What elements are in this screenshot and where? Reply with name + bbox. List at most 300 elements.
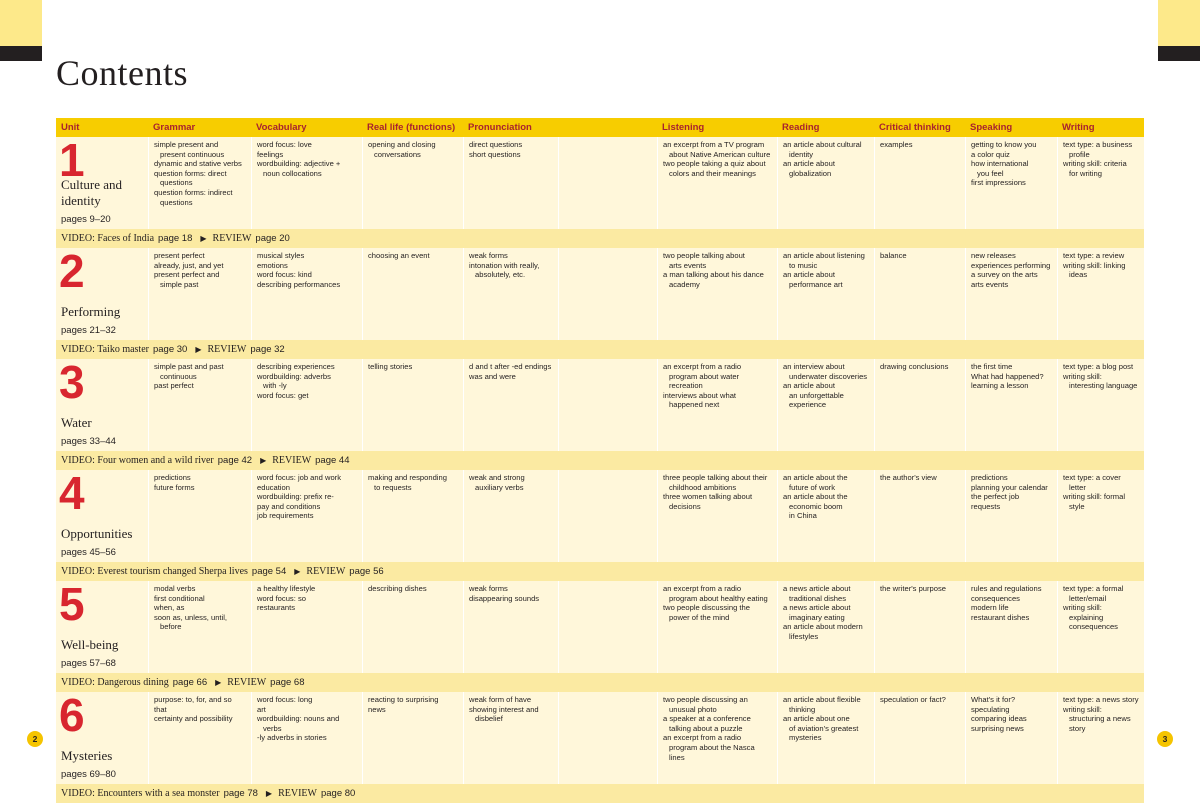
cell-line: an article about: [783, 159, 835, 169]
cell-line: an excerpt from a radio: [663, 584, 742, 593]
cell-line: two people taking a quiz about: [663, 159, 766, 169]
unit-pages: pages 45–56: [61, 547, 116, 559]
pronunciation-cell: [463, 248, 558, 340]
cell-line: present perfect and: [154, 270, 220, 280]
unit-number: 3: [59, 359, 85, 408]
video-title: VIDEO: Encounters with a sea monster: [61, 788, 220, 799]
cell-line: arts events: [971, 279, 1009, 289]
grammar-cell: [148, 581, 251, 673]
cell-line: style: [1069, 501, 1085, 511]
unit-title: Mysteries: [61, 748, 113, 763]
cell-line: describing performances: [257, 279, 341, 289]
cell-line: new releases: [971, 251, 1016, 260]
cell-line: speculation or fact?: [880, 695, 946, 704]
cell-line: in China: [789, 511, 817, 521]
cell-line: colors and their meanings: [669, 168, 756, 178]
cell-line: program about water: [669, 371, 740, 381]
video-title: VIDEO: Dangerous dining: [61, 677, 169, 688]
cell-line: questions: [160, 197, 193, 207]
speaking-cell: [965, 692, 1057, 784]
critical-thinking-cell: [874, 248, 965, 340]
cell-line: comparing ideas: [971, 714, 1027, 724]
cell-line: a color quiz: [971, 149, 1010, 159]
review-page: page 80: [320, 788, 356, 799]
cell-line: getting to know you: [971, 140, 1037, 149]
writing-cell: [1057, 137, 1144, 229]
cell-line: requests: [971, 501, 1001, 511]
listening-cell: [657, 470, 777, 562]
header-critical-thinking: Critical thinking: [879, 122, 951, 133]
reading-cell: [777, 359, 874, 451]
cell-line: a man talking about his dance: [663, 270, 764, 280]
cell-line: wordbuilding: nouns and: [257, 714, 340, 724]
cell-line: word focus: get: [257, 390, 309, 400]
real-life-cell: [362, 359, 463, 451]
unit-row: [56, 470, 1144, 562]
cell-line: word focus: love: [257, 140, 312, 149]
cell-line: simple past and past: [154, 362, 224, 371]
listening-cell: [657, 137, 777, 229]
cell-line: two people discussing the: [663, 603, 750, 613]
unit-cell: [56, 470, 148, 562]
cell-line: predictions: [154, 473, 191, 482]
vocabulary-cell: [251, 137, 362, 229]
cell-line: restaurants: [257, 603, 295, 613]
cell-line: underwater discoveries: [789, 371, 868, 381]
writing-cell: [1057, 692, 1144, 784]
cell-line: a speaker at a conference: [663, 714, 751, 724]
reading-cell: [777, 692, 874, 784]
speaking-cell: [965, 581, 1057, 673]
cell-line: power of the mind: [669, 612, 730, 622]
unit-pages: pages 21–32: [61, 325, 116, 337]
cell-line: showing interest and: [469, 704, 539, 714]
cell-line: an article about flexible: [783, 695, 861, 704]
header-writing: Writing: [1062, 122, 1095, 133]
cell-line: identity: [789, 149, 814, 159]
review-page: page 44: [315, 455, 350, 466]
cell-line: text type: a news story: [1063, 695, 1139, 704]
cell-line: letter/email: [1069, 593, 1107, 603]
unit-row: [56, 359, 1144, 451]
cell-line: an interview about: [783, 362, 845, 371]
cell-line: writing skill: formal: [1063, 492, 1126, 502]
unit-pages: pages 33–44: [61, 436, 116, 448]
speaking-cell: [965, 470, 1057, 562]
header-real-life: Real life (functions): [367, 122, 456, 133]
video-page: page 42: [217, 455, 253, 466]
real-life-cell: [362, 470, 463, 562]
cell-line: job requirements: [257, 511, 314, 521]
cell-line: past perfect: [154, 381, 194, 391]
cell-line: experiences performing: [971, 260, 1051, 270]
cell-line: an article about cultural: [783, 140, 862, 149]
cell-line: interesting language: [1069, 381, 1138, 391]
left-corner-tab: [0, 0, 42, 46]
cell-line: two people talking about: [663, 251, 745, 260]
video-review-row: [56, 229, 1144, 248]
cell-line: the first time: [971, 362, 1013, 371]
cell-line: an article about: [783, 270, 835, 280]
cell-line: conversations: [374, 149, 421, 159]
cell-line: intonation with really,: [469, 260, 540, 270]
cell-line: three women talking about: [663, 492, 753, 502]
cell-line: recreation: [669, 381, 703, 391]
left-corner-bar: [0, 46, 42, 61]
cell-line: making and responding: [368, 473, 447, 482]
cell-line: What had happened?: [971, 371, 1044, 381]
grammar-cell: [148, 692, 251, 784]
cell-line: happened next: [669, 400, 720, 410]
cell-line: to requests: [374, 482, 412, 492]
cell-line: consequences: [971, 593, 1020, 603]
cell-line: future of work: [789, 482, 836, 492]
cell-line: consequences: [1069, 622, 1118, 632]
video-title: VIDEO: Faces of India: [61, 233, 155, 244]
vocabulary-cell: [251, 692, 362, 784]
cell-line: examples: [880, 140, 913, 149]
cell-line: restaurant dishes: [971, 612, 1030, 622]
blank-cell: [558, 470, 657, 562]
right-corner-tab: [1158, 0, 1200, 46]
cell-line: text type: a review: [1063, 251, 1125, 260]
speaking-cell: [965, 248, 1057, 340]
grammar-cell: [148, 137, 251, 229]
cell-line: an article about modern: [783, 622, 863, 632]
speaking-cell: [965, 137, 1057, 229]
cell-line: describing experiences: [257, 362, 335, 371]
units-list: [56, 137, 1144, 803]
cell-line: academy: [669, 279, 700, 289]
header-pronunciation: Pronunciation: [468, 122, 532, 133]
video-review-row: [56, 673, 1144, 692]
cell-line: writing skill: linking: [1063, 260, 1126, 270]
cell-line: disbelief: [475, 714, 503, 724]
reading-cell: [777, 581, 874, 673]
review-page: page 32: [250, 344, 285, 355]
real-life-cell: [362, 692, 463, 784]
cell-line: verbs: [263, 723, 282, 733]
cell-line: drawing conclusions: [880, 362, 949, 371]
cell-line: simple present and: [154, 140, 219, 149]
right-corner-bar: [1158, 46, 1200, 61]
cell-line: disappearing sounds: [469, 593, 540, 603]
cell-line: economic boom: [789, 501, 843, 511]
unit-cell: [56, 359, 148, 451]
video-review-row: [56, 562, 1144, 581]
vocabulary-cell: [251, 581, 362, 673]
cell-line: text type: a cover: [1063, 473, 1121, 482]
unit-row: [56, 137, 1144, 229]
cell-line: ideas: [1069, 270, 1088, 280]
header-grammar: Grammar: [153, 122, 196, 133]
cell-line: What's it for?: [971, 695, 1016, 704]
cell-line: present perfect: [154, 251, 205, 260]
vocabulary-cell: [251, 470, 362, 562]
unit-row: [56, 581, 1144, 673]
cell-line: direct questions: [469, 140, 523, 149]
video-review-row: [56, 340, 1144, 359]
cell-line: an article about: [783, 381, 835, 391]
review-page: page 56: [349, 566, 384, 577]
review-label: REVIEW: [272, 455, 312, 466]
cell-line: letter: [1069, 482, 1086, 492]
unit-number: 2: [59, 248, 85, 297]
cell-line: planning your calendar: [971, 482, 1048, 492]
cell-line: short questions: [469, 149, 521, 159]
cell-line: experience: [789, 400, 827, 410]
cell-line: was and were: [469, 371, 516, 381]
cell-line: writing skill: criteria: [1063, 159, 1127, 169]
cell-line: certainty and possibility: [154, 714, 233, 724]
cell-line: talking about a puzzle: [669, 723, 743, 733]
blank-cell: [558, 137, 657, 229]
header-speaking: Speaking: [970, 122, 1013, 133]
cell-line: text type: a business: [1063, 140, 1133, 149]
unit-number: 5: [59, 581, 85, 630]
blank-cell: [558, 359, 657, 451]
critical-thinking-cell: [874, 692, 965, 784]
video-page: page 30: [152, 344, 188, 355]
triangle-arrow-icon: ▶: [294, 567, 301, 576]
unit-cell: [56, 248, 148, 340]
cell-line: opening and closing: [368, 140, 436, 149]
cell-line: weak forms: [469, 251, 508, 260]
cell-line: thinking: [789, 704, 816, 714]
cell-line: story: [1069, 723, 1086, 733]
cell-line: interviews about what: [663, 390, 737, 400]
header-listening: Listening: [662, 122, 705, 133]
cell-line: word focus: long: [257, 695, 313, 704]
cell-line: decisions: [669, 501, 701, 511]
video-title: VIDEO: Taiko master: [61, 344, 149, 355]
cell-line: word focus: kind: [257, 270, 312, 280]
cell-line: how international: [971, 159, 1029, 169]
grammar-cell: [148, 470, 251, 562]
cell-line: feelings: [257, 149, 284, 159]
unit-pages: pages 69–80: [61, 769, 116, 781]
cell-line: a survey on the arts: [971, 270, 1038, 280]
cell-line: continuous: [160, 371, 197, 381]
cell-line: noun collocations: [263, 168, 322, 178]
cell-line: wordbuilding: adjective +: [257, 159, 341, 169]
video-review-row: [56, 784, 1144, 803]
cell-line: an unforgettable: [789, 390, 844, 400]
cell-line: -ly adverbs in stories: [257, 733, 327, 743]
cell-line: an excerpt from a radio: [663, 362, 742, 371]
real-life-cell: [362, 137, 463, 229]
review-page: page 68: [270, 677, 305, 688]
pronunciation-cell: [463, 137, 558, 229]
cell-line: writing skill:: [1063, 371, 1102, 381]
cell-line: absolutely, etc.: [475, 270, 526, 280]
listening-cell: [657, 248, 777, 340]
writing-cell: [1057, 248, 1144, 340]
unit-cell: [56, 137, 148, 229]
table-header: [56, 118, 1144, 137]
cell-line: surprising news: [971, 723, 1024, 733]
real-life-cell: [362, 581, 463, 673]
unit-pages: pages 57–68: [61, 658, 116, 670]
cell-line: unusual photo: [669, 704, 717, 714]
cell-line: performance art: [789, 279, 843, 289]
cell-line: text type: a formal: [1063, 584, 1124, 593]
video-page: page 18: [158, 233, 193, 244]
cell-line: telling stories: [368, 362, 413, 371]
cell-line: simple past: [160, 279, 199, 289]
triangle-arrow-icon: ▶: [260, 456, 267, 465]
cell-line: modern life: [971, 603, 1009, 613]
review-label: REVIEW: [212, 233, 252, 244]
cell-line: weak form of have: [469, 695, 532, 704]
cell-line: soon as, unless, until,: [154, 612, 228, 622]
blank-cell: [558, 248, 657, 340]
cell-line: present continuous: [160, 149, 225, 159]
cell-line: describing dishes: [368, 584, 427, 593]
triangle-arrow-icon: ▶: [195, 345, 202, 354]
unit-number: 1: [59, 137, 85, 186]
unit-title: Culture and identity: [61, 177, 123, 208]
cell-line: a healthy lifestyle: [257, 584, 316, 593]
cell-line: first conditional: [154, 593, 205, 603]
cell-line: globalization: [789, 168, 832, 178]
unit-title: Water: [61, 415, 92, 430]
cell-line: art: [257, 704, 266, 714]
cell-line: imaginary eating: [789, 612, 845, 622]
cell-line: mysteries: [789, 733, 822, 743]
video-review-row: [56, 451, 1144, 470]
cell-line: when, as: [154, 603, 185, 613]
review-label: REVIEW: [306, 566, 346, 577]
listening-cell: [657, 692, 777, 784]
cell-line: writing skill:: [1063, 704, 1102, 714]
unit-pages: pages 9–20: [61, 214, 111, 226]
cell-line: d and t after -ed endings: [469, 362, 552, 371]
cell-line: three people talking about their: [663, 473, 768, 482]
unit-title: Opportunities: [61, 526, 133, 541]
cell-line: already, just, and yet: [154, 260, 224, 270]
blank-cell: [558, 581, 657, 673]
cell-line: weak forms: [469, 584, 508, 593]
cell-line: about Native American culture: [669, 149, 771, 159]
cell-line: reacting to surprising news: [368, 695, 439, 714]
vocabulary-cell: [251, 359, 362, 451]
cell-line: an article about listening: [783, 251, 865, 260]
cell-line: education: [257, 482, 290, 492]
review-label: REVIEW: [278, 788, 317, 799]
video-page: page 54: [251, 566, 287, 577]
listening-cell: [657, 359, 777, 451]
unit-number: 6: [59, 692, 85, 741]
cell-line: profile: [1069, 149, 1090, 159]
review-label: REVIEW: [207, 344, 247, 355]
page-number-right: 3: [1157, 731, 1173, 747]
cell-line: predictions: [971, 473, 1008, 482]
page-number-left: 2: [27, 731, 43, 747]
critical-thinking-cell: [874, 137, 965, 229]
video-title: VIDEO: Everest tourism changed Sherpa lives: [61, 566, 248, 577]
cell-line: for writing: [1069, 168, 1102, 178]
cell-line: childhood ambitions: [669, 482, 737, 492]
cell-line: purpose: to, for, and so that: [154, 695, 232, 714]
unit-cell: [56, 692, 148, 784]
writing-cell: [1057, 581, 1144, 673]
unit-row: [56, 692, 1144, 784]
cell-line: word focus: job and work: [257, 473, 341, 482]
cell-line: weak and strong: [469, 473, 525, 482]
pronunciation-cell: [463, 470, 558, 562]
cell-line: question forms: direct: [154, 168, 227, 178]
cell-line: of aviation's greatest: [789, 723, 859, 733]
reading-cell: [777, 248, 874, 340]
cell-line: auxiliary verbs: [475, 482, 524, 492]
video-title: VIDEO: Four women and a wild river: [61, 455, 214, 466]
header-vocabulary: Vocabulary: [256, 122, 307, 133]
grammar-cell: [148, 359, 251, 451]
triangle-arrow-icon: ▶: [200, 234, 207, 243]
cell-line: modal verbs: [154, 584, 196, 593]
cell-line: choosing an event: [368, 251, 430, 260]
writing-cell: [1057, 470, 1144, 562]
cell-line: wordbuilding: prefix re-: [257, 492, 334, 502]
video-page: page 78: [223, 788, 258, 799]
cell-line: speculating: [971, 704, 1010, 714]
cell-line: lifestyles: [789, 631, 819, 641]
cell-line: wordbuilding: adverbs: [257, 371, 331, 381]
video-page: page 66: [172, 677, 208, 688]
cell-line: word focus: so: [257, 593, 306, 603]
pronunciation-cell: [463, 581, 558, 673]
cell-line: before: [160, 622, 182, 632]
unit-number: 4: [59, 470, 85, 519]
cell-line: a news article about: [783, 603, 851, 613]
speaking-cell: [965, 359, 1057, 451]
review-label: REVIEW: [227, 677, 267, 688]
cell-line: an article about the: [783, 492, 848, 502]
cell-line: the author's view: [880, 473, 937, 482]
cell-line: questions: [160, 178, 193, 188]
triangle-arrow-icon: ▶: [215, 678, 222, 687]
cell-line: pay and conditions: [257, 501, 321, 511]
vocabulary-cell: [251, 248, 362, 340]
grammar-cell: [148, 248, 251, 340]
cell-line: an excerpt from a TV program: [663, 140, 765, 149]
reading-cell: [777, 470, 874, 562]
cell-line: first impressions: [971, 178, 1026, 188]
header-blank: [558, 118, 657, 137]
critical-thinking-cell: [874, 581, 965, 673]
cell-line: musical styles: [257, 251, 305, 260]
cell-line: explaining: [1069, 612, 1104, 622]
writing-cell: [1057, 359, 1144, 451]
cell-line: to music: [789, 260, 818, 270]
pronunciation-cell: [463, 692, 558, 784]
cell-line: rules and regulations: [971, 584, 1042, 593]
cell-line: balance: [880, 251, 907, 260]
reading-cell: [777, 137, 874, 229]
page-title: Contents: [56, 53, 189, 93]
cell-line: dynamic and stative verbs: [154, 159, 242, 169]
header-unit: Unit: [61, 122, 80, 133]
cell-line: question forms: indirect: [154, 187, 233, 197]
pronunciation-cell: [463, 359, 558, 451]
cell-line: emotions: [257, 260, 288, 270]
blank-cell: [558, 692, 657, 784]
cell-line: an article about one: [783, 714, 850, 724]
cell-line: traditional dishes: [789, 593, 846, 603]
listening-cell: [657, 581, 777, 673]
cell-line: an excerpt from a radio: [663, 733, 742, 743]
